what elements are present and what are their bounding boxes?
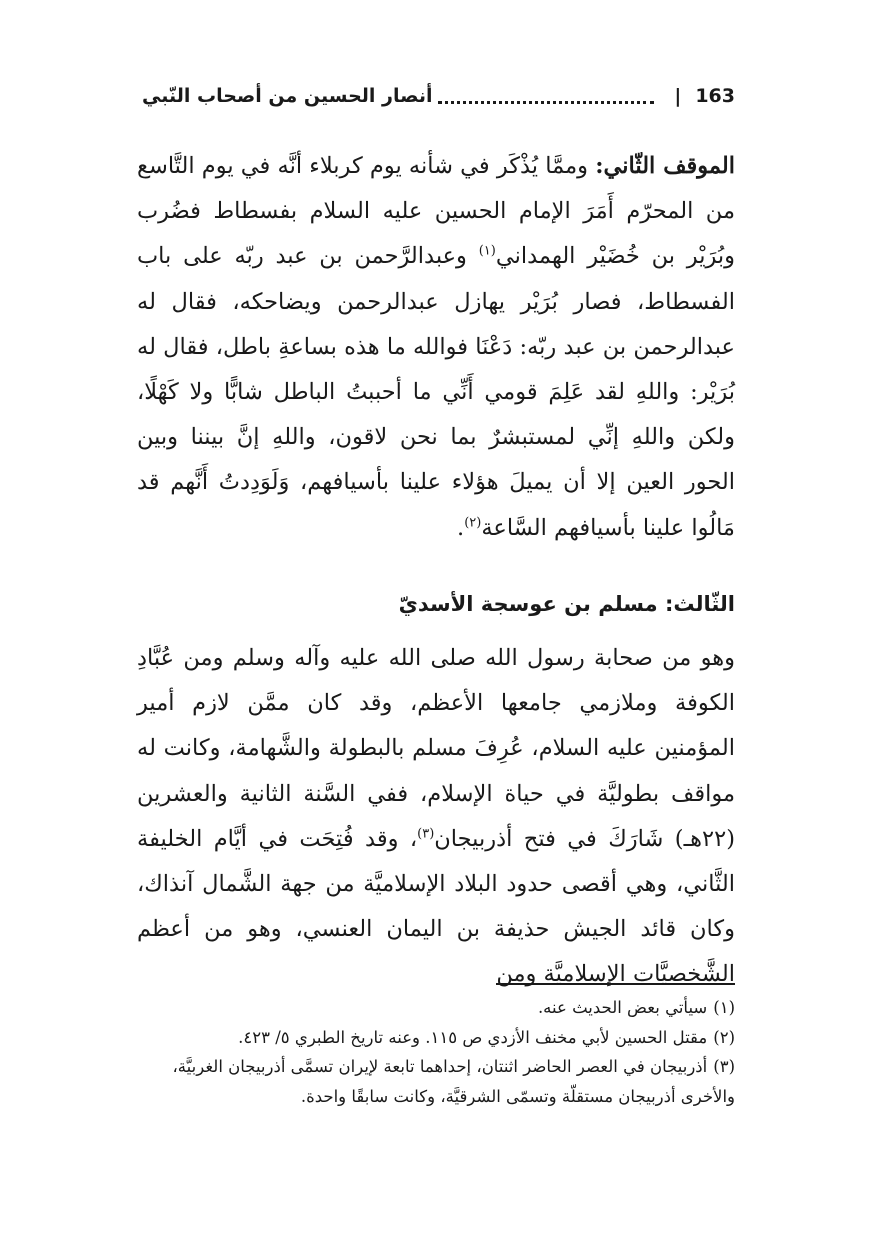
paragraph-muslim-bin-awsaja <box>137 636 735 998</box>
footnotes <box>137 993 735 1111</box>
footnote-number: (٣) <box>713 1057 735 1076</box>
footnote-ref-3: (٣) <box>417 826 435 842</box>
footnote-3 <box>137 1052 735 1111</box>
footnote-1 <box>137 993 735 1023</box>
paragraph-lead: الموقف الثّاني: <box>595 153 735 179</box>
footnote-separator-rule <box>496 983 735 985</box>
footnote-text: سيأتي بعض الحديث عنه. <box>537 998 708 1017</box>
leader-dots <box>438 101 654 104</box>
paragraph-second-stance <box>137 144 735 551</box>
paragraph-text-continued: وعبدالرَّحمن بن عبد ربّه على باب الفسطاط، فصار بُرَيْر يهازل عبدالرحمن ويضاحكه، فقال له عبدالرحمن بن عبد ربّه: دَعْنَا فوالله ما هذه بساعةِ باطل، فقال له بُرَيْر: واللهِ لقد عَلِمَ قومي أَنِّي ما أحببتُ الباطل شابًّا ولا كَهْلًا، ولكن واللهِ إنِّي لمستبشرٌ بما نحن لاقون، واللهِ إنَّ بيننا وبين الحور العين إلا أن يميلَ هؤلاء علينا بأسيافهم، وَلَوَدِدتُ أَنَّهم قد مَالُوا علينا بأسيافهم السَّاعة <box>137 243 735 541</box>
paragraph-text-continued: ، وقد فُتِحَت في أيَّام الخليفة الثَّاني، وهي أقصى حدود البلاد الإسلاميَّة من جهة الشَّمال آنذاك، وكان قائد الجيش حذيفة بن اليمان العنسي، وهو من أعظم الشَّخصيَّات الإسلاميَّة ومن <box>137 825 735 988</box>
footnote-text: مقتل الحسين لأبي مخنف الأزدي ص ١١٥. وعنه تاريخ الطبري ٥/ ٤٢٣. <box>238 1027 708 1047</box>
page-number: 163 <box>695 85 735 107</box>
footnote-number: (١) <box>713 998 735 1017</box>
footnote-text: أذربيجان في العصر الحاضر اثنتان، إحداهما تابعة لإيران تسمَّى أذربيجان الغربيَّة، والأخرى أذربيجان مستقلّة وتسمّى الشرقيَّة، وكانت سابقًا واحدة. <box>172 1057 735 1106</box>
footnote-ref-2: (٢) <box>464 515 482 531</box>
footnote-ref-1: (١) <box>478 243 496 259</box>
paragraph-text: وهو من صحابة رسول الله صلى الله عليه وآله وسلم ومن عُبَّادِ الكوفة وملازمي جامعها الأعظم، وقد كان ممَّن لازم أمير المؤمنين عليه السلام، عُرِفَ مسلم بالبطولة والشَّهامة، وكانت له مواقف بطوليَّة في حياة الإسلام، ففي السَّنة الثانية والعشرين (٢٢هـ) شَارَكَ في فتح أذربيجان <box>137 645 735 852</box>
footnote-number: (٢) <box>713 1027 735 1047</box>
footnote-2 <box>137 1023 735 1053</box>
book-title: أنصار الحسين من أصحاب النّبي <box>142 85 433 107</box>
paragraph-text: وممَّا يُذْكَر في شأنه يوم كربلاء أنَّه في يوم التَّاسع من المحرّم أَمَرَ الإمام الحسين عليه السلام بفسطاط فضُرب وبُرَيْر بن خُضَيْر الهمداني <box>137 153 736 270</box>
running-header <box>142 80 735 112</box>
header-separator: | <box>674 85 682 107</box>
paragraph-end: . <box>457 514 465 541</box>
section-heading: الثّالث: مسلم بن عوسجة الأسديّ <box>398 592 735 616</box>
